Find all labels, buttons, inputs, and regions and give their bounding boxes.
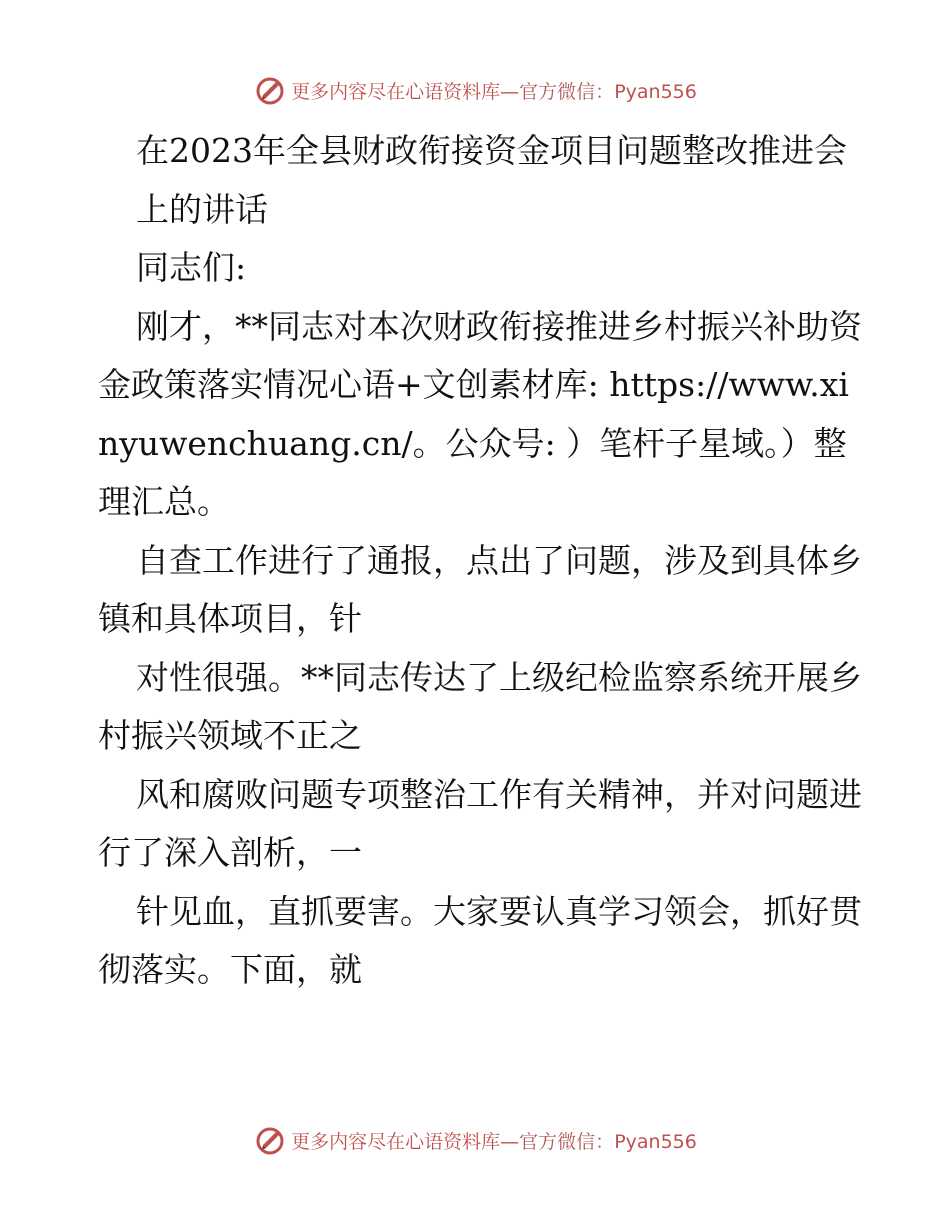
body-paragraph: 对性很强。**同志传达了上级纪检监察系统开展乡村振兴领域不正之 [98,657,862,755]
document-body [98,122,868,1000]
quill-seal-logo-icon [253,1123,287,1157]
watermark-separator: — [500,1130,520,1153]
body-paragraph: 刚才，**同志对本次财政衔接推进乡村振兴补助资金政策落实情况心语+文创素材库: https://www.xinyuwenchuang.cn/。公众号: ）笔杆子星域。）整理汇总。 [98,306,862,521]
watermark-wechat-label: 官方微信： [519,1130,615,1153]
header-watermark-banner [0,70,950,110]
document-title-line-2: 上的讲话 [136,189,268,229]
body-paragraph: 针见血，直抓要害。大家要认真学习领会，抓好贯彻落实。下面，就 [98,891,862,989]
watermark-main-text: 更多内容尽在心语资料库 [291,1130,501,1153]
watermark-text [291,77,697,104]
watermark-wechat-label: 官方微信： [519,80,615,103]
salutation: 同志们: [136,248,247,287]
footer-watermark-banner [0,1120,950,1160]
watermark-wechat-id: Pyan556 [614,1130,697,1153]
quill-seal-logo-icon [253,73,287,107]
watermark-text [291,1127,697,1154]
watermark-separator: — [500,80,520,103]
body-paragraph: 风和腐败问题专项整治工作有关精神，并对问题进行了深入剖析，一 [98,774,862,872]
watermark-wechat-id: Pyan556 [614,80,697,103]
watermark-main-text: 更多内容尽在心语资料库 [291,80,501,103]
document-title-line-1: 在2023年全县财政衔接资金项目问题整改推进会 [136,131,847,170]
body-paragraph: 自查工作进行了通报，点出了问题，涉及到具体乡镇和具体项目，针 [98,540,862,638]
